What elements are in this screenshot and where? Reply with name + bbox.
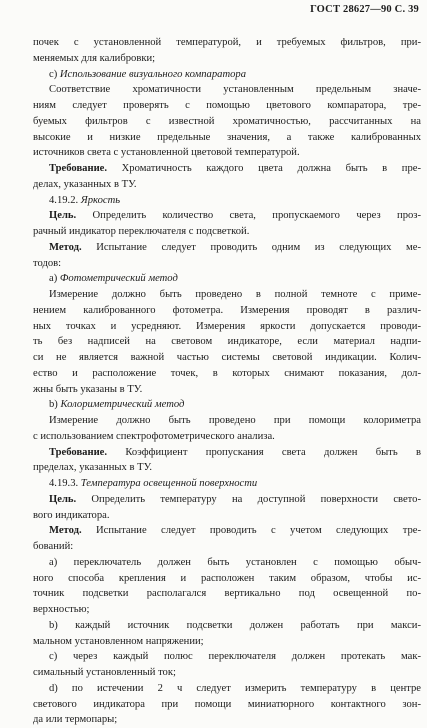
text-line [33, 665, 421, 681]
text-line [33, 67, 421, 83]
text-line [33, 476, 421, 492]
text-segment: бований: [33, 541, 74, 552]
text-line [33, 98, 421, 114]
text-segment: почек с установленной температурой, и требуемых фильтров, при- [33, 37, 421, 48]
italic-heading: Использование визуального компаратора [59, 68, 246, 80]
text-line [33, 681, 421, 697]
text-line [33, 397, 421, 413]
text-segment: источников света с установленной цветовой температурой. [33, 147, 300, 159]
text-segment: буемых фильтров с известной хроматичностью, рассчитанных на [33, 115, 421, 127]
text-segment: 4.19.2. [49, 194, 81, 206]
italic-heading: Температура освещенной поверхности [80, 478, 258, 489]
text-line [33, 177, 421, 193]
text-segment: ных точках и усредняют. Измерения яркости допускается проводи- [33, 320, 421, 332]
text-segment: светового индикатора при помощи миниатюрного контактного зон- [33, 698, 421, 710]
text-line [33, 287, 421, 303]
text-segment: пределах, указанных в ТУ. [33, 462, 153, 474]
text-segment: Измерение должно быть проведено в полной темноте с приме- [49, 289, 421, 300]
text-segment: d) по истечении 2 ч следует измерить температуру в центре [49, 682, 421, 694]
text-line [33, 634, 421, 650]
text-line [33, 208, 421, 224]
text-segment: а) [49, 273, 60, 285]
text-segment: жны быть указаны в ТУ. [33, 383, 143, 395]
text-segment: верхностью; [33, 604, 90, 615]
text-line [33, 303, 421, 319]
text-line [33, 539, 421, 555]
text-line [33, 429, 421, 445]
text-line [33, 366, 421, 382]
text-line [33, 445, 421, 461]
text-line [33, 82, 421, 98]
page-header: ГОСТ 28627—90 С. 39 [310, 4, 419, 15]
text-segment: ество и расположение точек, в которых снимают показания, дол- [33, 367, 421, 379]
text-segment: си не является важной частью системы световой индикации. Колич- [33, 352, 421, 363]
text-segment: нением калиброванного фотометра. Измерения проводят в различ- [33, 304, 421, 316]
text-segment: симальный установленный ток; [33, 667, 176, 678]
text-line [33, 460, 421, 476]
text-segment: с) через каждый полюс переключателя должен протекать мак- [49, 651, 421, 663]
text-segment: Коэффициент пропускания света должен быть в [107, 446, 421, 458]
text-segment: вого индикатора. [33, 509, 110, 521]
text-segment: высокие и низкие предельные значения, а также калиброванных [33, 131, 421, 143]
bold-term: Требование. [49, 163, 108, 174]
text-line [33, 130, 421, 146]
bold-term: Метод. [49, 241, 82, 253]
text-segment: ного способа крепления и расположен таким образом, чтобы ис- [33, 572, 421, 584]
text-line [33, 413, 421, 429]
text-segment: ть без надписей на световом индикаторе, если материал надпи- [33, 336, 421, 348]
italic-heading: Яркость [80, 194, 121, 206]
text-segment: Соответствие хроматичности установленным предельным значе- [49, 84, 421, 96]
text-line [33, 586, 421, 602]
document-body [33, 35, 421, 728]
text-line [33, 334, 421, 350]
text-line [33, 240, 421, 256]
text-line [33, 271, 421, 287]
text-segment: рачный индикатор переключателя с подсветкой. [33, 226, 250, 237]
text-segment: мальном установленном напряжении; [33, 635, 204, 647]
text-segment: с использованием спектрофотометрического анализа. [33, 430, 275, 442]
text-line [33, 161, 421, 177]
text-segment: да или термопары; [33, 714, 118, 726]
text-segment: b) [49, 399, 61, 411]
text-segment: с) [49, 68, 60, 80]
text-segment: точник подсветки располагался вертикально под освещенной по- [33, 588, 421, 600]
text-line [33, 523, 421, 539]
text-segment: а) переключатель должен быть установлен с помощью обыч- [49, 556, 421, 568]
italic-heading: Фотометрический метод [59, 273, 178, 285]
bold-term: Цель. [49, 210, 77, 222]
text-segment: меняемых для калибровки; [33, 52, 156, 64]
text-line [33, 618, 421, 634]
text-segment: тодов: [33, 257, 62, 269]
text-segment: Определить количество света, пропускаемого через проз- [76, 210, 421, 222]
text-line [33, 51, 421, 67]
text-line [33, 382, 421, 398]
text-line [33, 508, 421, 524]
text-line [33, 256, 421, 272]
text-line [33, 35, 421, 51]
text-line [33, 193, 421, 209]
text-segment: Испытание следует проводить одним из следующих ме- [81, 241, 421, 253]
bold-term: Метод. [49, 525, 82, 537]
text-line [33, 649, 421, 665]
text-line [33, 697, 421, 713]
text-line [33, 602, 421, 618]
text-segment: Испытание следует проводить с учетом следующих тре- [81, 525, 421, 537]
text-line [33, 492, 421, 508]
text-segment: ниям следует проверять с помощью цветового компаратора, тре- [33, 100, 421, 111]
bold-term: Требование. [49, 446, 108, 458]
text-line [33, 350, 421, 366]
text-segment: Хроматичность каждого цвета должна быть в пре- [107, 163, 421, 174]
text-line [33, 571, 421, 587]
text-line [33, 712, 421, 728]
text-line [33, 114, 421, 130]
text-segment: b) каждый источник подсветки должен работать при макси- [49, 619, 421, 631]
text-line [33, 319, 421, 335]
text-segment: делах, указанных в ТУ. [33, 178, 137, 190]
text-segment: 4.19.3. [49, 478, 81, 489]
italic-heading: Колориметрический метод [60, 399, 185, 411]
text-line [33, 224, 421, 240]
text-line [33, 555, 421, 571]
text-line [33, 145, 421, 161]
text-segment: Определить температуру на доступной поверхности свето- [76, 493, 421, 505]
text-segment: Измерение должно быть проведено при помощи колориметра [49, 415, 421, 426]
bold-term: Цель. [49, 493, 77, 505]
